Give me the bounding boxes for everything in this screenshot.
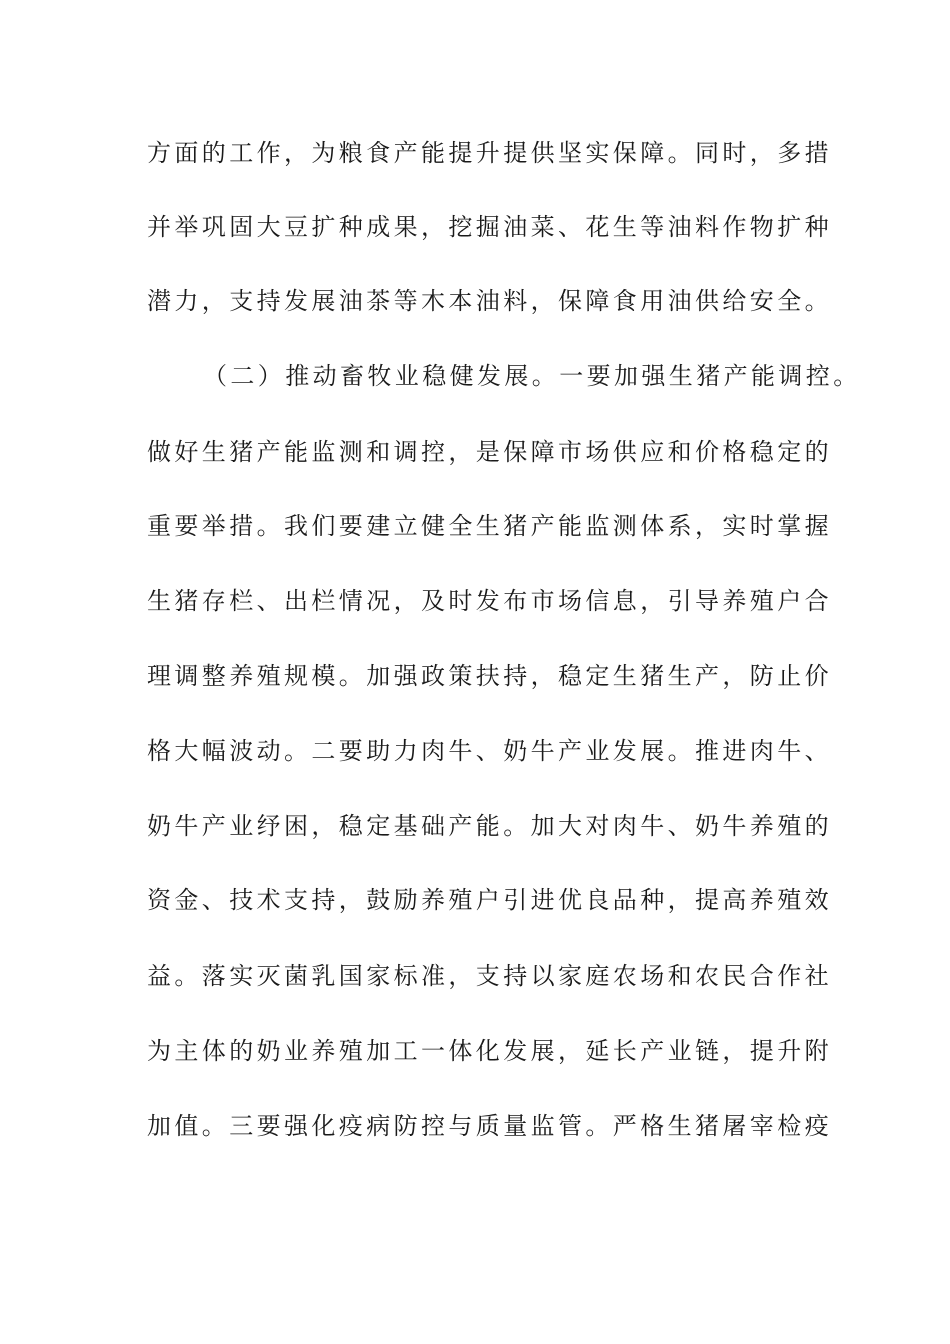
text-line: 方面的工作，为粮食产能提升提供坚实保障。同时，多措 <box>147 139 832 167</box>
text-line: 益。落实灭菌乳国家标准，支持以家庭农场和农民合作社 <box>147 962 832 990</box>
text-line: 为主体的奶业养殖加工一体化发展，延长产业链，提升附 <box>147 1037 832 1065</box>
section-heading-line: （二）推动畜牧业稳健发展。一要加强生猪产能调控。 <box>203 362 861 390</box>
text-line: 加值。三要强化疫病防控与质量监管。严格生猪屠宰检疫 <box>147 1112 832 1140</box>
text-line: 资金、技术支持，鼓励养殖户引进优良品种，提高养殖效 <box>147 886 832 914</box>
text-line: 潜力，支持发展油茶等木本油料，保障食用油供给安全。 <box>147 287 832 315</box>
text-line: 理调整养殖规模。加强政策扶持，稳定生猪生产，防止价 <box>147 662 832 690</box>
text-line: 生猪存栏、出栏情况，及时发布市场信息，引导养殖户合 <box>147 587 832 615</box>
text-line: 并举巩固大豆扩种成果，挖掘油菜、花生等油料作物扩种 <box>147 213 832 241</box>
text-line: 重要举措。我们要建立健全生猪产能监测体系，实时掌握 <box>147 512 832 540</box>
text-line: 奶牛产业纾困，稳定基础产能。加大对肉牛、奶牛养殖的 <box>147 812 832 840</box>
text-line: 做好生猪产能监测和调控，是保障市场供应和价格稳定的 <box>147 438 832 466</box>
text-line: 格大幅波动。二要助力肉牛、奶牛产业发展。推进肉牛、 <box>147 737 832 765</box>
